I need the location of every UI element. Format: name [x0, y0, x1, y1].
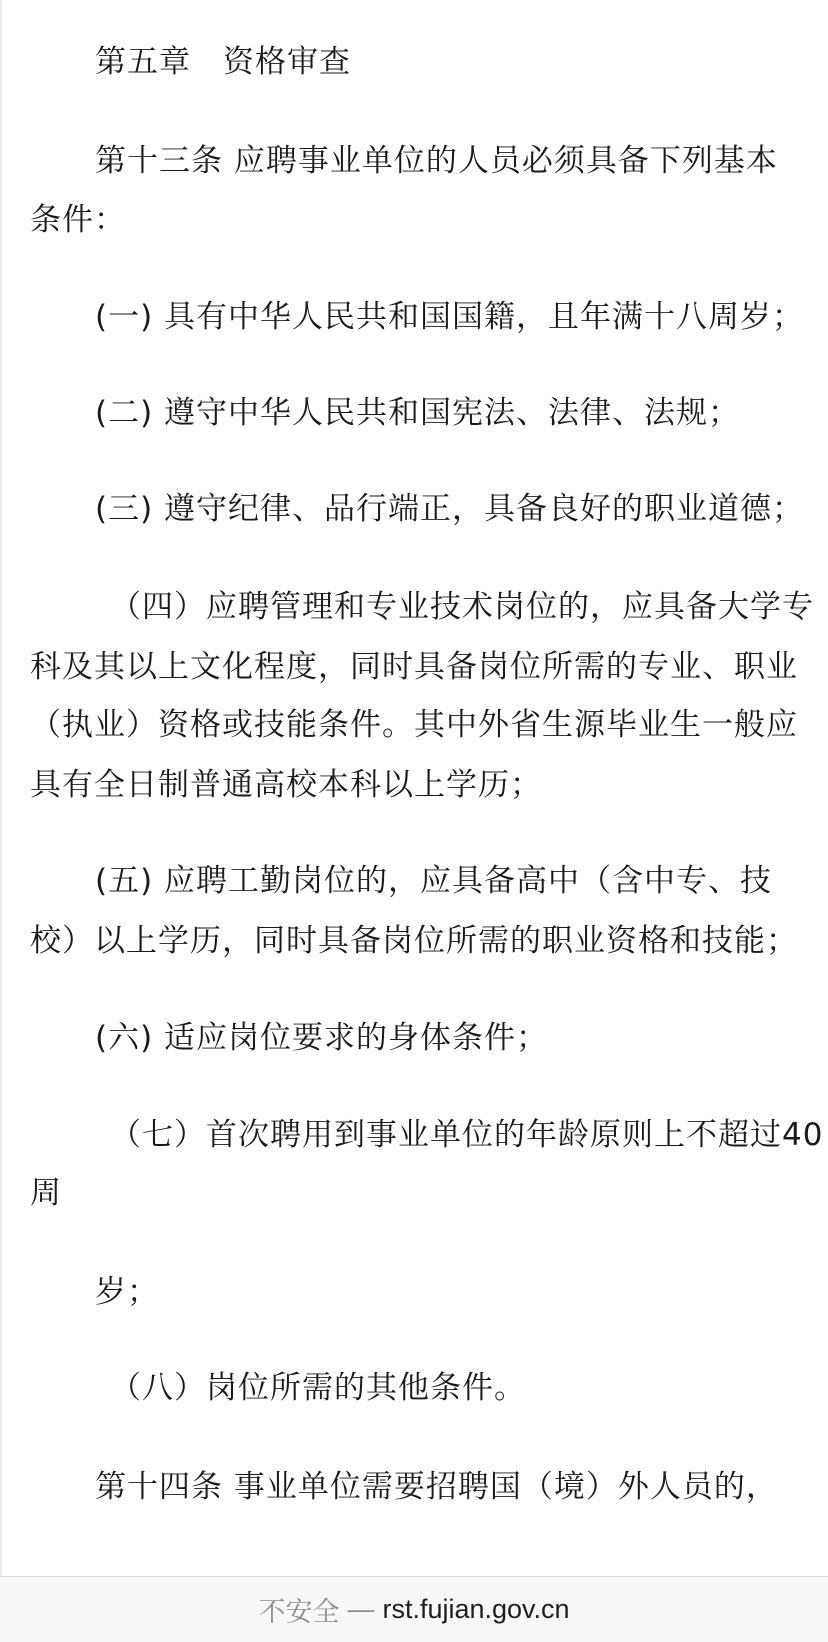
clause-8: （八）岗位所需的其他条件。 [110, 1370, 526, 1406]
security-warning-label: 不安全 [258, 1597, 340, 1627]
article-13-line-1: 第十三条 应聘事业单位的人员必须具备下列基本 [95, 143, 778, 179]
clause-7-line-1: （七）首次聘用到事业单位的年龄原则上不超过40 [110, 1117, 824, 1153]
clause-5-line-2: 校）以上学历，同时具备岗位所需的职业资格和技能； [30, 923, 798, 959]
url-text[interactable]: rst.fujian.gov.cn [382, 1594, 570, 1624]
clause-6: (六) 适应岗位要求的身体条件； [95, 1020, 549, 1056]
clause-5-line-1: (五) 应聘工勤岗位的，应具备高中（含中专、技 [95, 863, 773, 899]
clause-4-line-4: 具有全日制普通高校本科以上学历； [30, 767, 542, 803]
clause-4-line-1: （四）应聘管理和专业技术岗位的，应具备大学专 [110, 589, 814, 625]
chapter-heading: 第五章 资格审查 [95, 44, 351, 80]
clause-7-line-3: 岁； [95, 1274, 159, 1310]
clause-4-line-3: （执业）资格或技能条件。其中外省生源毕业生一般应 [30, 707, 798, 743]
browser-address-bar[interactable] [0, 1576, 828, 1642]
address-separator: — [347, 1594, 375, 1624]
article-14-line-1: 第十四条 事业单位需要招聘国（境）外人员的， [95, 1469, 778, 1505]
clause-2: (二) 遵守中华人民共和国宪法、法律、法规； [95, 395, 741, 431]
article-13-line-2: 条件： [30, 202, 126, 238]
clause-7-line-2: 周 [30, 1175, 62, 1211]
clause-1: (一) 具有中华人民共和国国籍，且年满十八周岁； [95, 299, 805, 335]
clause-3: (三) 遵守纪律、品行端正，具备良好的职业道德； [95, 491, 805, 527]
clause-4-line-2: 科及其以上文化程度，同时具备岗位所需的专业、职业 [30, 649, 798, 685]
